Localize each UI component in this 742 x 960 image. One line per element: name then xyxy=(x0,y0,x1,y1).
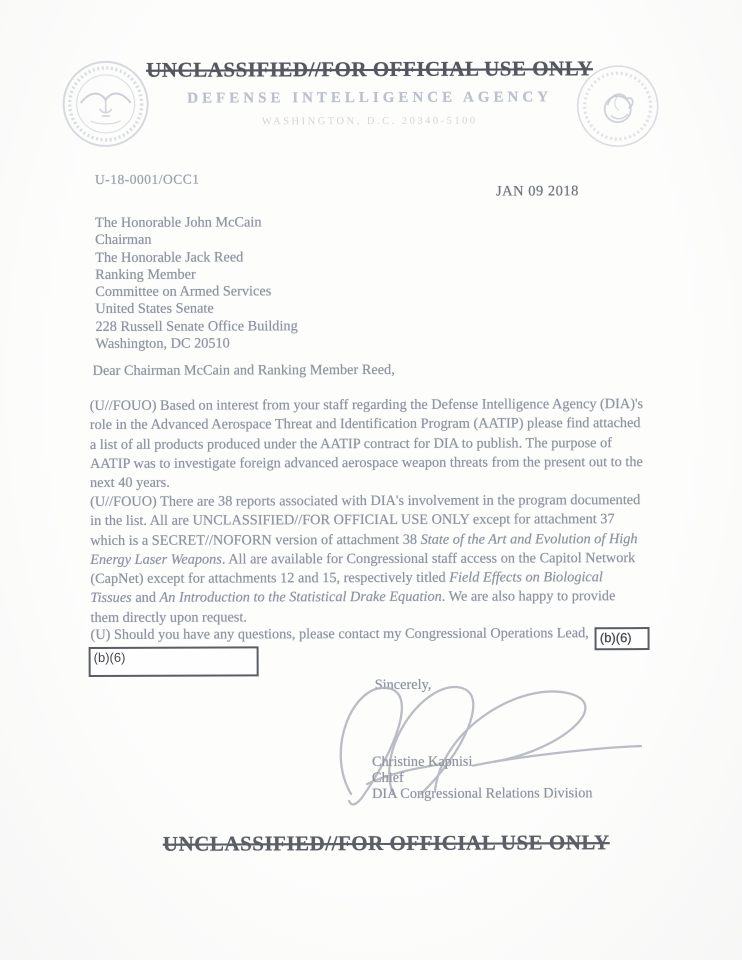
text-line: role in the Advanced Aerospace Threat and Identification Program (AATIP) please find attached xyxy=(89,415,641,434)
text-line: which is a SECRET//NOFORN version of attachment 38 State of the Art and Evolution of High xyxy=(90,530,638,549)
signer-name: Christine Kapnisi xyxy=(371,753,473,770)
text-line: Ranking Member xyxy=(95,266,196,283)
text-line: Washington, DC 20510 xyxy=(95,335,230,353)
letter-date: JAN 09 2018 xyxy=(495,183,579,200)
classification-banner-top: UNCLASSIFIED//FOR OFFICIAL USE ONLY xyxy=(146,56,593,82)
text-line: next 40 years. xyxy=(89,474,170,492)
redaction-box-block xyxy=(89,646,259,677)
text-line: Chairman xyxy=(95,232,152,249)
text-line: (U//FOUO) There are 38 reports associated with DIA's involvement in the program documented xyxy=(90,492,641,510)
recipient-address xyxy=(95,214,298,353)
salutation: Dear Chairman McCain and Ranking Member Reed, xyxy=(92,361,395,379)
classification-banner-bottom: UNCLASSIFIED//FOR OFFICIAL USE ONLY xyxy=(162,830,610,856)
text-line: United States Senate xyxy=(95,301,214,318)
signature-closing: Sincerely, xyxy=(374,676,432,693)
paragraph-reports-list xyxy=(90,491,700,628)
text-line: Tissues and An Introduction to the Statistical Drake Equation. We are also happy to provide xyxy=(90,588,616,607)
redaction-exemption-label: (b)(6) xyxy=(599,630,632,646)
text-line: The Honorable Jack Reed xyxy=(95,249,244,266)
text-line: 228 Russell Senate Office Building xyxy=(95,318,298,335)
text-line: The Honorable John McCain xyxy=(95,214,262,231)
redaction-exemption-label: (b)(6) xyxy=(93,649,126,665)
text-line: (U//FOUO) Based on interest from your staff regarding the Defense Intelligence Agency (DIA)'s xyxy=(89,396,644,414)
text-line: (CapNet) except for attachments 12 and 15, respectively titled Field Effects on Biological xyxy=(90,569,603,588)
paragraph-aatip-overview xyxy=(90,395,700,494)
agency-name: DEFENSE INTELLIGENCE AGENCY xyxy=(187,89,553,107)
redaction-box-inline xyxy=(595,627,650,650)
text-line: AATIP was to investigate foreign advanced aerospace weapon threats from the present out to the xyxy=(89,453,643,472)
text-line: them directly upon request. xyxy=(90,609,247,626)
paragraph-contact-text: (U) Should you have any questions, please contact my Congressional Operations Lead, xyxy=(90,625,589,643)
signer-division: DIA Congressional Relations Division xyxy=(372,785,593,802)
text-line: in the list. All are UNCLASSIFIED//FOR OFFICIAL USE ONLY except for attachment 37 xyxy=(90,511,615,530)
text-line: Energy Laser Weapons. All are available for Congressional staff access on the Capitol Network xyxy=(90,549,636,568)
agency-location: WASHINGTON, D.C. 20340-5100 xyxy=(261,115,478,128)
signer-title: Chief xyxy=(372,769,404,786)
text-line: Committee on Armed Services xyxy=(95,283,272,301)
reference-number: U-18-0001/OCC1 xyxy=(94,171,200,187)
text-line: a list of all products produced under the AATIP contract for DIA to publish. The purpose of xyxy=(89,434,613,453)
